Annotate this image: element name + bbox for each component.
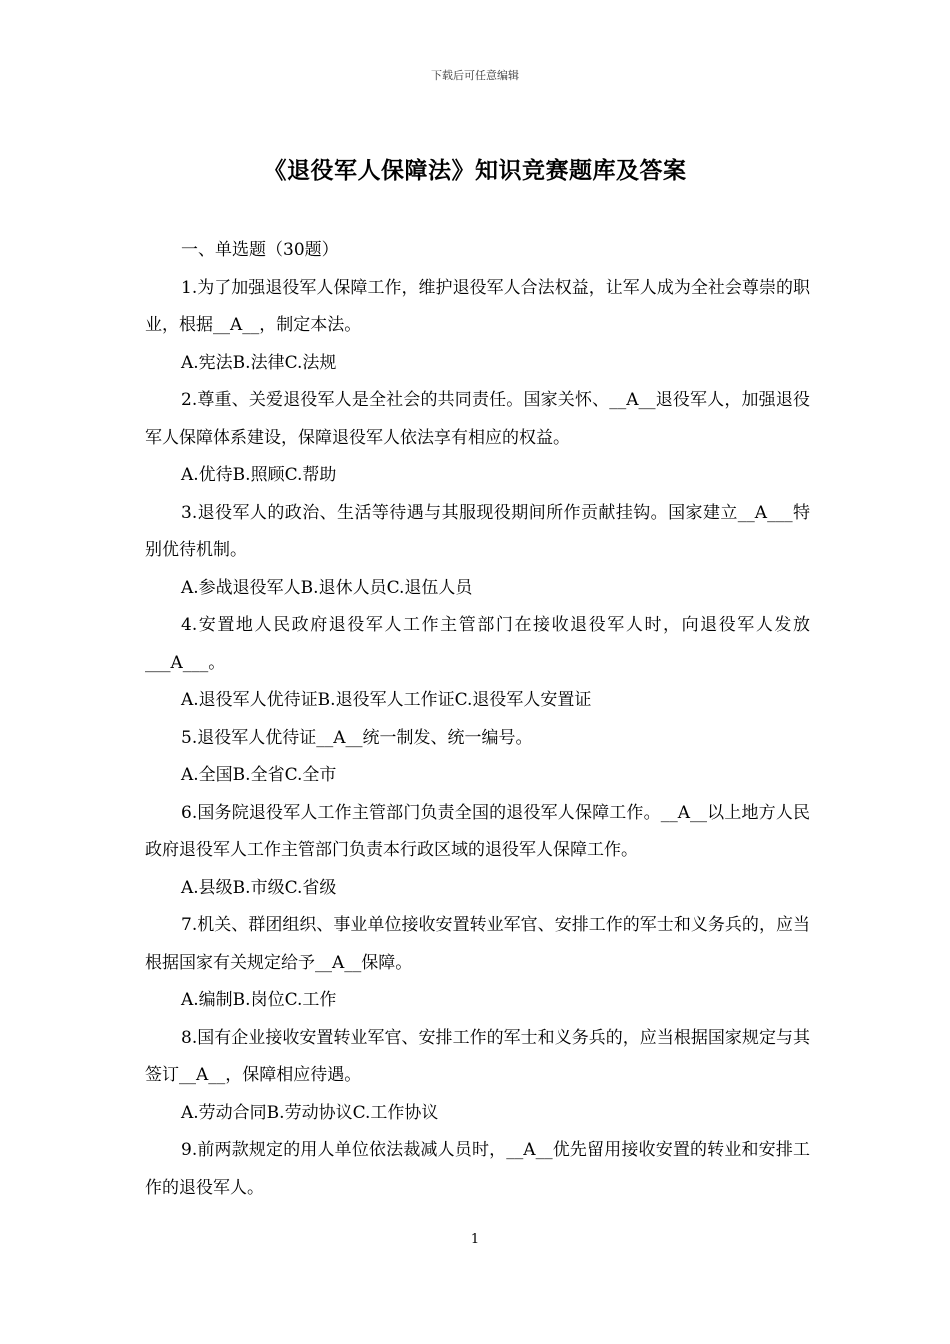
- question-stem: 9.前两款规定的用人单位依法裁减人员时，__A__优先留用接收安置的转业和安排工作的退役军人。: [145, 1140, 810, 1198]
- question-options: A.劳动合同B.劳动协议C.工作协议: [181, 1102, 439, 1123]
- document-body: [145, 232, 810, 1207]
- section-heading: 一、单选题（30题）: [181, 240, 339, 260]
- question-options: A.全国B.全省C.全市: [181, 765, 337, 785]
- question-stem: 6.国务院退役军人工作主管部门负责全国的退役军人保障工作。__A__以上地方人民政府退役军人工作主管部门负责本行政区域的退役军人保障工作。: [145, 802, 810, 860]
- question-stem: 1.为了加强退役军人保障工作，维护退役军人合法权益，让军人成为全社会尊崇的职业，根据__A__，制定本法。: [145, 277, 810, 335]
- question-stem: 7.机关、群团组织、事业单位接收安置转业军官、安排工作的军士和义务兵的，应当根据国家有关规定给予__A__保障。: [145, 915, 810, 973]
- document-title: 《退役军人保障法》知识竞赛题库及答案: [263, 158, 687, 184]
- question-stem: 4.安置地人民政府退役军人工作主管部门在接收退役军人时，向退役军人发放___A___。: [145, 615, 810, 673]
- question-options: A.编制B.岗位C.工作: [181, 990, 337, 1010]
- question-stem: 5.退役军人优待证__A__统一制发、统一编号。: [181, 727, 533, 748]
- question-stem: 2.尊重、关爱退役军人是全社会的共同责任。国家关怀、__A__退役军人，加强退役军人保障体系建设，保障退役军人依法享有相应的权益。: [145, 390, 810, 448]
- question-stem: 3.退役军人的政治、生活等待遇与其服现役期间所作贡献挂钩。国家建立__A___特别优待机制。: [145, 502, 810, 560]
- question-options: A.参战退役军人B.退休人员C.退伍人员: [181, 577, 473, 598]
- question-options: A.退役军人优待证B.退役军人工作证C.退役军人安置证: [181, 690, 592, 710]
- question-options: A.县级B.市级C.省级: [181, 877, 337, 898]
- question-options: A.宪法B.法律C.法规: [181, 352, 337, 373]
- page-number: 1: [470, 1232, 480, 1247]
- header-note: 下载后可任意编辑: [431, 69, 519, 82]
- question-options: A.优待B.照顾C.帮助: [181, 465, 337, 485]
- question-stem: 8.国有企业接收安置转业军官、安排工作的军士和义务兵的，应当根据国家规定与其签订__A__，保障相应待遇。: [145, 1027, 810, 1085]
